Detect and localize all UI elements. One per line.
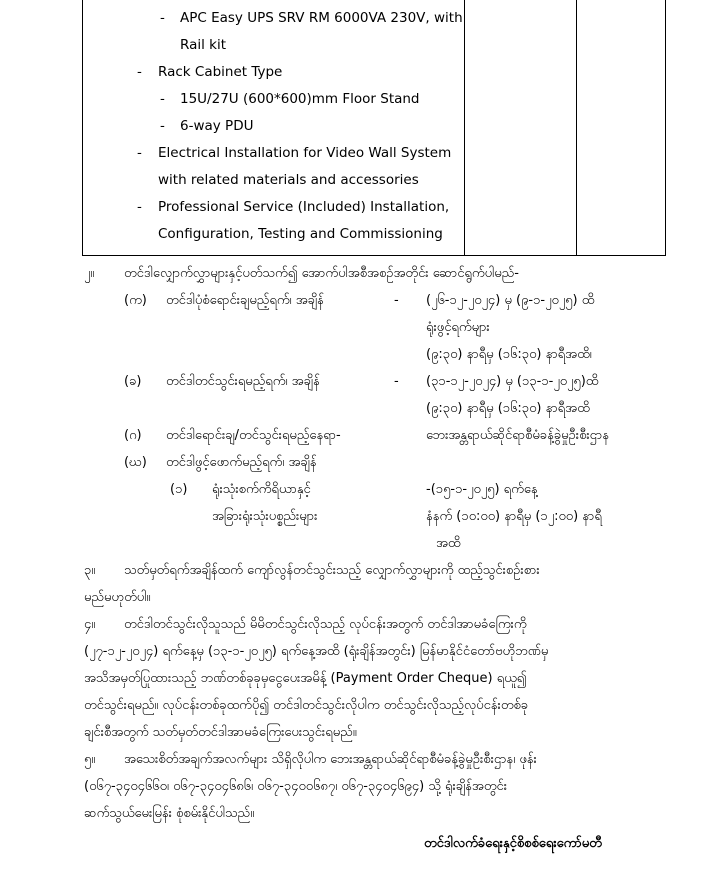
section-3-line: မည်မဟုတ်ပါ။ <box>84 590 151 605</box>
item-g-value: ဘေးအန္တရာယ်ဆိုင်ရာစီမံခန့်ခွဲမှုဦးစီးဌာန <box>426 428 609 443</box>
item-kh-line: (၉:၃၀) နာရီမှ (၁၆:၃၀) နာရီအထိ <box>426 401 590 416</box>
section-4-line: အသိအမှတ်ပြုထားသည့် ဘဏ်တစ်ခုခုမှငွေပေးအမိန့် (Payment Order Cheque) ရယူ၍ <box>84 671 527 686</box>
spec-dash: - <box>137 64 142 80</box>
spec-empty-cell <box>465 0 577 256</box>
section-2-text: တင်ဒါလျှောက်လွှာများနှင့်ပတ်သက်၍ အောက်ပါအစီအစဉ်အတိုင်း ဆောင်ရွက်ပါမည်- <box>124 266 519 281</box>
item-kh-line: (၃၁-၁၂-၂၀၂၄) မှ (၁၃-၁-၂၀၂၅)ထိ <box>426 374 599 389</box>
spec-row <box>83 113 464 140</box>
section-3-line: သတ်မှတ်ရက်အချိန်ထက် ကျော်လွန်တင်သွင်းသည့် လျှောက်လွှာများကို ထည့်သွင်းစဉ်းစား <box>124 563 540 578</box>
section-5-line: အသေးစိတ်အချက်အလက်များ သိရှိလိုပါက ဘေးအန္တရာယ်ဆိုင်ရာစီမံခန့်ခွဲမှုဦးစီးဌာန၊ ဖုန်း <box>124 752 537 767</box>
spec-row <box>83 32 464 59</box>
item-gh-value-line: အထိ <box>436 536 461 551</box>
item-g-title: တင်ဒါရောင်းချ/တင်သွင်းရမည့်နေရာ- <box>166 428 341 443</box>
spec-dash: - <box>160 118 165 134</box>
item-k-title: တင်ဒါပုံစံရောင်းချမည့်ရက်၊ အချိန် <box>166 293 324 308</box>
spec-row <box>83 221 464 248</box>
spec-row <box>83 5 464 32</box>
spec-dash: - <box>160 10 165 26</box>
spec-text: 15U/27U (600*600)mm Floor Stand <box>180 91 420 107</box>
item-kh-label: (ခ) <box>124 374 142 389</box>
spec-table <box>82 0 666 256</box>
section-5-number: ၅။ <box>84 752 96 767</box>
section-4-line: တင်သွင်းရမည်။ လုပ်ငန်းတစ်ခုထက်ပို၍ တင်ဒါတင်သွင်းလိုပါက တင်သွင်းလိုသည့်လုပ်ငန်းတစ်ခု <box>84 698 529 713</box>
section-5-line: (၀၆၇-၃၄၀၄၆၆၀၊ ၀၆၇-၃၄၀၄၆၈၆၊ ၀၆၇-၃၄၀၀၆၈၇၊ ၀၆၇-၃၄၀၄၆၉၄) သို့ ရုံးချိန်အတွင်း <box>84 779 508 794</box>
item-kh-separator: - <box>394 374 399 389</box>
item-k-line: (၉:၃၀) နာရီမှ (၁၆:၃၀) နာရီအထိ၊ <box>426 347 592 362</box>
item-gh-value-line: နံနက် (၁၀:၀၀) နာရီမှ (၁၂:၀၀) နာရီ <box>426 509 602 524</box>
spec-text: Professional Service (Included) Installation, <box>158 199 450 215</box>
committee-signature: တင်ဒါလက်ခံရေးနှင့်စိစစ်ရေးကော်မတီ <box>424 836 602 851</box>
item-gh-label: (ဃ) <box>124 455 147 470</box>
spec-text: Rack Cabinet Type <box>158 64 283 80</box>
item-gh-value-line: -(၁၅-၁-၂၀၂၅) ရက်နေ့ <box>426 482 538 497</box>
spec-description-cell <box>83 0 465 256</box>
section-4-line: (၂၇-၁၂-၂၀၂၄) ရက်နေ့မှ (၁၃-၁-၂၀၂၅) ရက်နေ့အထိ (ရုံးချိန်အတွင်း) မြန်မာနိုင်ငံတော်ဗဟိုဘဏ်မှ <box>84 644 549 659</box>
item-k-label: (က) <box>124 293 147 308</box>
spec-text: Configuration, Testing and Commissioning <box>158 226 443 242</box>
spec-text: with related materials and accessories <box>158 172 419 188</box>
spec-text: 6-way PDU <box>180 118 254 134</box>
spec-row <box>83 86 464 113</box>
spec-empty-cell <box>577 0 666 256</box>
spec-dash: - <box>137 199 142 215</box>
item-k-line: (၂၆-၁၂-၂၀၂၄) မှ (၉-၁-၂၀၂၅) ထိ <box>426 293 595 308</box>
spec-dash: - <box>160 91 165 107</box>
section-5-line: ဆက်သွယ်မေးမြန်း စုံစမ်းနိုင်ပါသည်။ <box>84 806 255 821</box>
spec-text: Rail kit <box>180 37 227 53</box>
section-2-number: ၂။ <box>84 266 95 281</box>
spec-row <box>83 194 464 221</box>
spec-row <box>83 167 464 194</box>
section-4-number: ၄။ <box>84 617 96 632</box>
item-gh-title: တင်ဒါဖွင့်ဖောက်မည့်ရက်၊ အချိန် <box>166 455 317 470</box>
spec-text: APC Easy UPS SRV RM 6000VA 230V, with <box>180 10 463 26</box>
section-3-number: ၃။ <box>84 563 96 578</box>
spec-dash: - <box>137 145 142 161</box>
spec-row <box>83 140 464 167</box>
item-gh-sub-line: ရုံးသုံးစက်ကိရိယာနှင့် <box>212 482 311 497</box>
section-4-line: တင်ဒါတင်သွင်းလိုသူသည် မိမိတင်သွင်းလိုသည့် လုပ်ငန်းအတွက် တင်ဒါအာမခံကြေးကို <box>124 617 527 632</box>
item-gh-sub-label: (၁) <box>170 482 188 497</box>
item-gh-sub-line: အခြားရုံးသုံးပစ္စည်းများ <box>212 509 318 524</box>
item-k-separator: - <box>394 293 399 308</box>
section-4-line: ချင်းစီအတွက် သတ်မှတ်တင်ဒါအာမခံကြေးပေးသွင်းရမည်။ <box>84 725 357 740</box>
spec-row <box>83 59 464 86</box>
item-kh-title: တင်ဒါတင်သွင်းရမည့်ရက်၊ အချိန် <box>166 374 320 389</box>
item-g-label: (ဂ) <box>124 428 142 443</box>
item-k-line: ရုံးဖွင့်ရက်များ <box>426 320 490 335</box>
spec-text: Electrical Installation for Video Wall System <box>158 145 452 161</box>
